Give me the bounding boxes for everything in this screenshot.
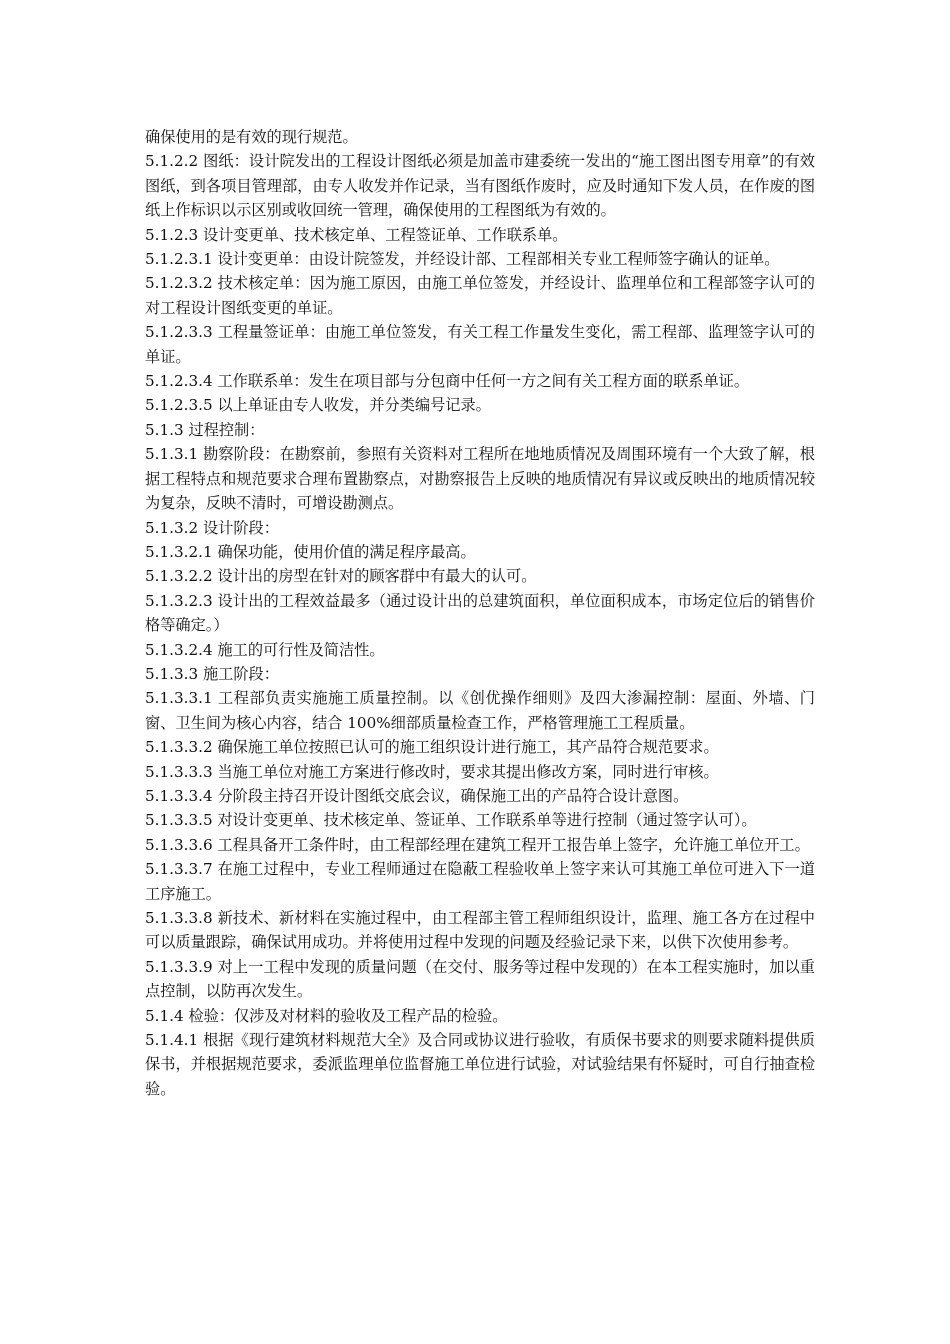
paragraph: 5.1.3.2.2 设计出的房型在针对的顾客群中有最大的认可。 [145, 567, 537, 586]
paragraph: 5.1.2.2 图纸：设计院发出的工程设计图纸必须是加盖市建委统一发出的“施工图出图专用章”的有效图纸，到各项目管理部，由专人收发并作记录，当有图纸作废时，应及时通知下发人员，在作废的图纸上作标识以示区别或收回统一管理，确保使用的工程图纸为有效的。 [145, 152, 815, 220]
paragraph: 5.1.3.3.1 工程部负责实施施工质量控制。以《创优操作细则》及四大渗漏控制：屋面、外墙、门窗、卫生间为核心内容，结合 100%细部质量检查工作，严格管理施工工程质量。 [145, 689, 815, 732]
paragraph: 5.1.3.2.3 设计出的工程效益最多（通过设计出的总建筑面积，单位面积成本，市场定位后的销售价格等确定。） [145, 591, 815, 635]
paragraph: 5.1.2.3.2 技术核定单：因为施工原因，由施工单位签发，并经设计、监理单位和工程部签字认可的对工程设计图纸变更的单证。 [145, 274, 815, 317]
paragraph: 5.1.3.3.5 对设计变更单、技术核定单、签证单、工作联系单等进行控制（通过签字认可）。 [145, 811, 757, 830]
paragraph: 5.1.3.3.2 确保施工单位按照已认可的施工组织设计进行施工，其产品符合规范要求。 [145, 738, 719, 757]
paragraph: 5.1.2.3.4 工作联系单：发生在项目部与分包商中任何一方之间有关工程方面的联系单证。 [145, 372, 750, 391]
paragraph: 5.1.3.3.3 当施工单位对施工方案进行修改时，要求其提出修改方案，同时进行审核。 [145, 762, 719, 781]
paragraph: 5.1.2.3.3 工程量签证单：由施工单位签发，有关工程工作量发生变化，需工程部、监理签字认可的单证。 [145, 323, 815, 366]
paragraph: 5.1.2.3.5 以上单证由专人收发，并分类编号记录。 [145, 396, 491, 415]
paragraph: 5.1.3.3.8 新技术、新材料在实施过程中，由工程部主管工程师组织设计，监理、施工各方在过程中可以质量跟踪，确保试用成功。并将使用过程中发现的问题及经验记录下来，以供下次使用参考。 [145, 909, 815, 952]
paragraph: 5.1.3 过程控制： [145, 420, 265, 439]
paragraph: 5.1.4.1 根据《现行建筑材料规范大全》及合同或协议进行验收，有质保书要求的则要求随料提供质保书，并根据规范要求，委派监理单位监督施工单位进行试验，对试验结果有怀疑时，可自行抽查检验。 [145, 1031, 815, 1098]
paragraph: 5.1.3.3.4 分阶段主持召开设计图纸交底会议，确保施工出的产品符合设计意图。 [145, 786, 689, 805]
paragraph: 5.1.3.2 设计阶段： [145, 518, 279, 537]
paragraph: 确保使用的是有效的现行规范。 [145, 128, 358, 146]
paragraph: 5.1.3.3.9 对上一工程中发现的质量问题（在交付、服务等过程中发现的）在本工程实施时，加以重点控制，以防再次发生。 [145, 957, 815, 1001]
paragraph: 5.1.3.3.6 工程具备开工条件时，由工程部经理在建筑工程开工报告单上签字，允许施工单位开工。 [145, 835, 810, 854]
paragraph: 5.1.3.2.4 施工的可行性及简洁性。 [145, 640, 385, 659]
paragraph: 5.1.3.3.7 在施工过程中，专业工程师通过在隐蔽工程验收单上签字来认可其施工单位可进入下一道工序施工。 [145, 860, 815, 903]
paragraph: 5.1.3.1 勘察阶段：在勘察前，参照有关资料对工程所在地地质情况及周围环境有一个大致了解，根据工程特点和规范要求合理布置勘察点，对勘察报告上反映的地质情况有异议或反映出的地质情况较为复杂，反映不清时，可增设勘测点。 [145, 445, 815, 513]
paragraph: 5.1.4 检验：仅涉及对材料的验收及工程产品的检验。 [145, 1006, 508, 1025]
paragraph: 5.1.3.3 施工阶段： [145, 664, 279, 683]
document-body [145, 125, 815, 1101]
paragraph: 5.1.2.3 设计变更单、技术核定单、工程签证单、工作联系单。 [145, 225, 568, 244]
paragraph: 5.1.3.2.1 确保功能，使用价值的满足程序最高。 [145, 542, 476, 561]
paragraph: 5.1.2.3.1 设计变更单：由设计院签发，并经设计部、工程部相关专业工程师签字确认的证单。 [145, 250, 780, 269]
